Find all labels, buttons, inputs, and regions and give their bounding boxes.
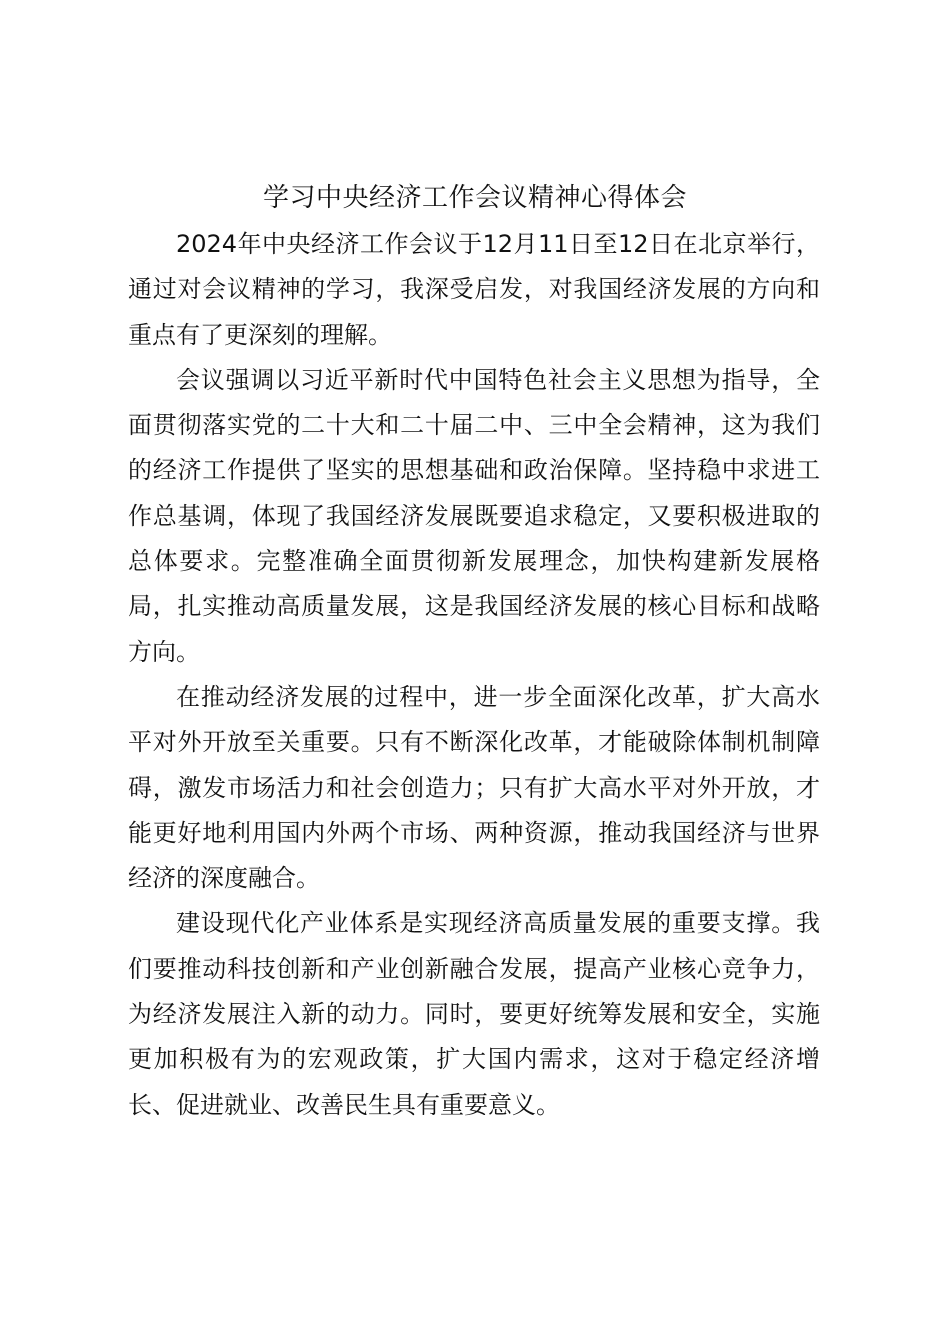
- paragraph-2: 会议强调以习近平新时代中国特色社会主义思想为指导，全面贯彻落实党的二十大和二十届二中、三中全会精神，这为我们的经济工作提供了坚实的思想基础和政治保障。坚持稳中求进工作总基调，体现了我国经济发展既要追求稳定，又要积极进取的总体要求。完整准确全面贯彻新发展理念，加快构建新发展格局，扎实推动高质量发展，这是我国经济发展的核心目标和战略方向。: [128, 365, 820, 666]
- document-title: 学习中央经济工作会议精神心得体会: [262, 183, 687, 213]
- document-body: [128, 222, 820, 1128]
- paragraph-4: 建设现代化产业体系是实现经济高质量发展的重要支撑。我们要推动科技创新和产业创新融合发展，提高产业核心竞争力，为经济发展注入新的动力。同时，要更好统筹发展和安全，实施更加积极有为的宏观政策，扩大国内需求，这对于稳定经济增长、促进就业、改善民生具有重要意义。: [128, 909, 820, 1119]
- paragraph-3: 在推动经济发展的过程中，进一步全面深化改革，扩大高水平对外开放至关重要。只有不断深化改革，才能破除体制机制障碍，激发市场活力和社会创造力；只有扩大高水平对外开放，才能更好地利用国内外两个市场、两种资源，推动我国经济与世界经济的深度融合。: [128, 682, 820, 893]
- paragraph-1: 2024年中央经济工作会议于12月11日至12日在北京举行，通过对会议精神的学习，我深受启发，对我国经济发展的方向和重点有了更深刻的理解。: [128, 230, 820, 349]
